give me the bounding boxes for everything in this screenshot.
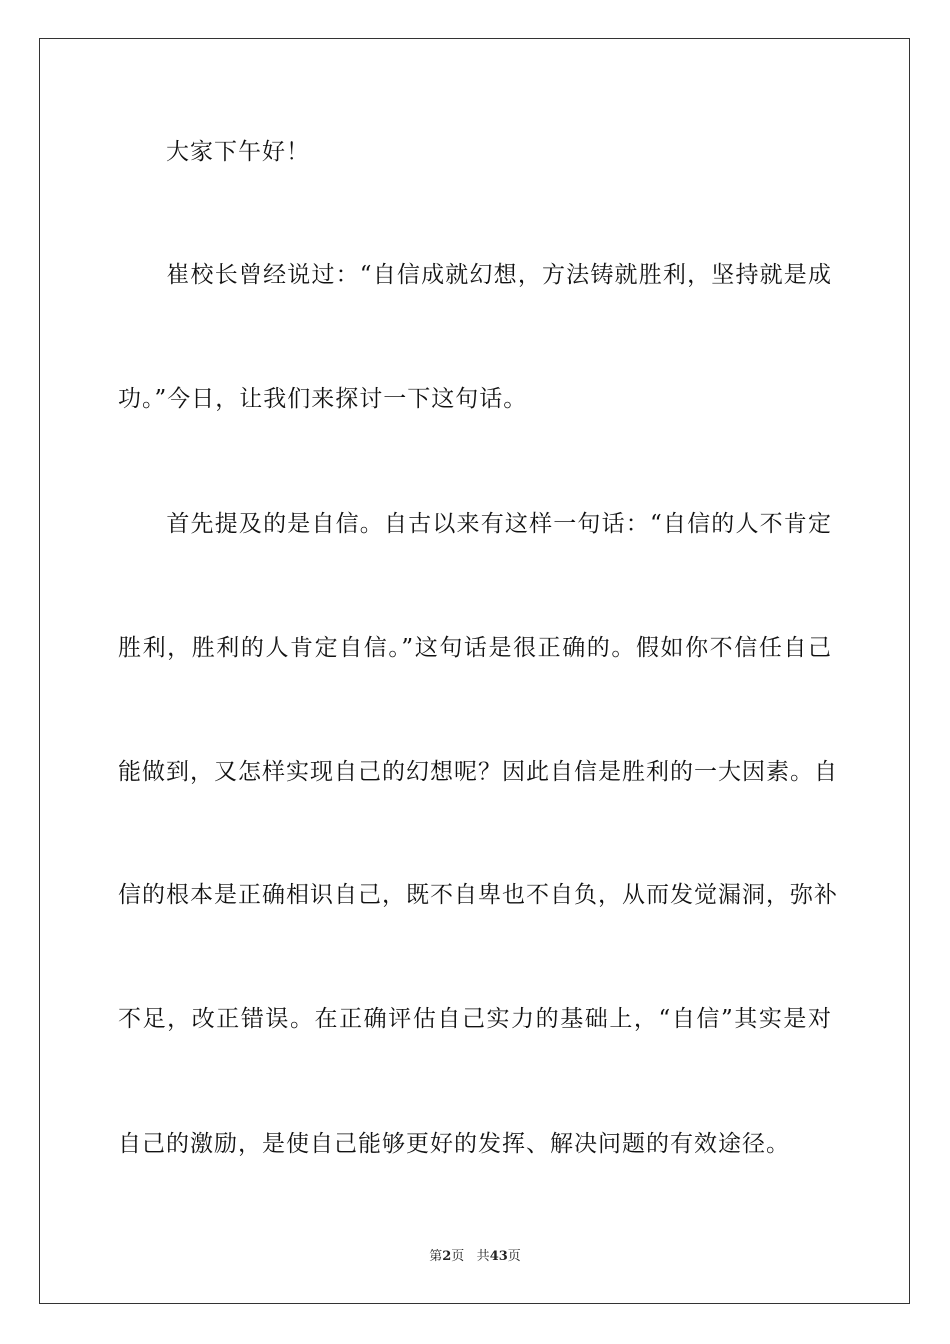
text-line-8: 不足，改正错误。在正确评估自己实力的基础上，“自信”其实是对 — [118, 1006, 832, 1032]
page-suffix: 页 — [451, 1249, 465, 1264]
text-line-5: 胜利，胜利的人肯定自信。”这句话是很正确的。假如你不信任自己 — [118, 635, 832, 661]
text-line-7: 信的根本是正确相识自己，既不自卑也不自负，从而发觉漏洞，弥补 — [118, 882, 838, 908]
total-prefix: 共 — [476, 1249, 490, 1264]
text-line-9: 自己的激励，是使自己能够更好的发挥、解决问题的有效途径。 — [118, 1131, 790, 1157]
page-number: 2 — [442, 1249, 452, 1264]
text-line-2: 崔校长曾经说过：“自信成就幻想，方法铸就胜利，坚持就是成 — [118, 262, 832, 288]
page-footer — [0, 1248, 950, 1266]
total-pages: 43 — [489, 1249, 508, 1264]
text-line-1: 大家下午好！ — [118, 139, 310, 165]
total-suffix: 页 — [507, 1249, 521, 1264]
page-prefix: 第 — [429, 1249, 443, 1264]
page-frame — [39, 38, 910, 1304]
text-line-6: 能做到，又怎样实现自己的幻想呢？因此自信是胜利的一大因素。自 — [118, 759, 838, 785]
text-line-4: 首先提及的是自信。自古以来有这样一句话：“自信的人不肯定 — [118, 511, 832, 537]
text-line-3: 功。”今日，让我们来探讨一下这句话。 — [118, 386, 528, 412]
